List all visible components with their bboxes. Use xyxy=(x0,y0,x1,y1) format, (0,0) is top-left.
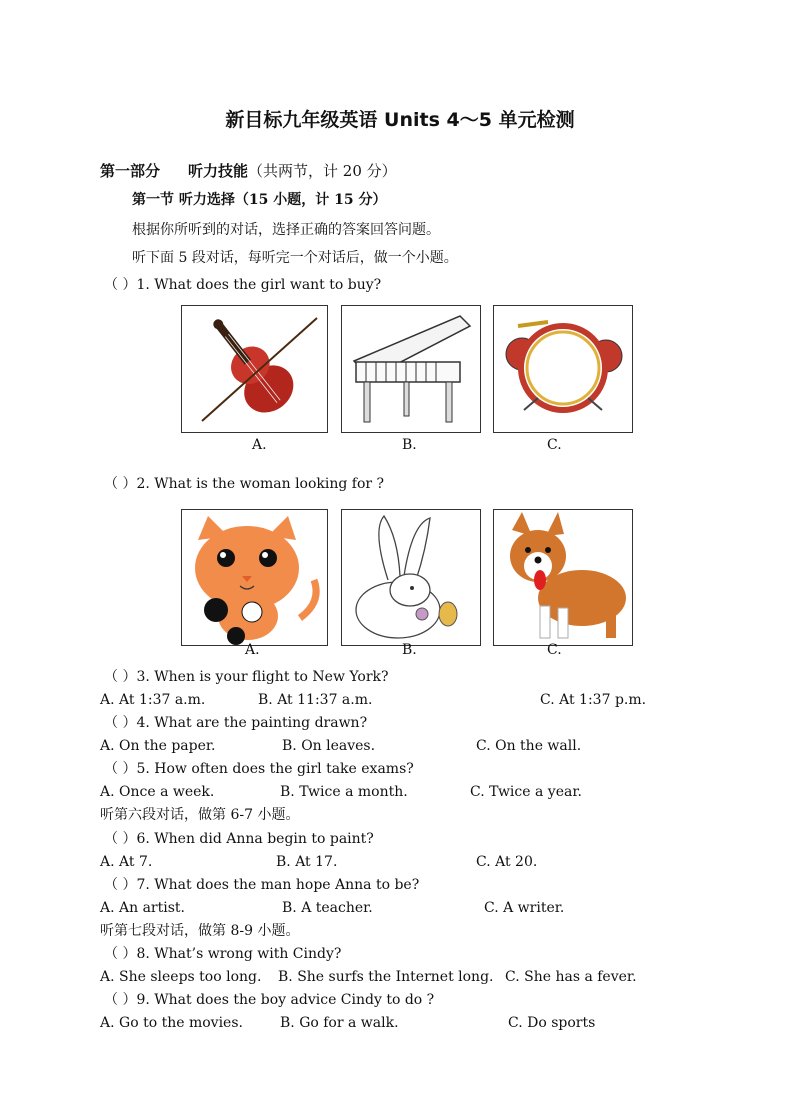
option-label: B. xyxy=(402,437,417,453)
option-c[interactable]: C. A writer. xyxy=(484,900,565,916)
question-text: 6. When did Anna begin to paint? xyxy=(136,831,374,847)
question-text: 9. What does the boy advice Cindy to do ? xyxy=(136,992,435,1008)
answer-bracket[interactable]: （ ） xyxy=(104,992,137,1008)
section-heading: 第一节 听力选择（15 小题，计 15 分） xyxy=(132,192,387,208)
page-title: 新目标九年级英语 Units 4～5 单元检测 xyxy=(225,109,575,131)
option-image-b xyxy=(341,305,481,433)
answer-bracket[interactable]: （ ） xyxy=(104,669,137,685)
option-a[interactable]: A. At 7. xyxy=(100,854,153,870)
option-b[interactable]: B. On leaves. xyxy=(282,738,376,754)
option-a[interactable]: A. Once a week. xyxy=(100,784,215,800)
dog-icon xyxy=(494,510,632,645)
option-b[interactable]: B. Go for a walk. xyxy=(280,1015,399,1031)
question-6 xyxy=(104,830,374,848)
option-a[interactable]: A. She sleeps too long. xyxy=(100,969,262,985)
question-text: 1. What does the girl want to buy? xyxy=(136,277,382,293)
question-text: 2. What is the woman looking for ? xyxy=(136,476,385,492)
question-text: 8. What’s wrong with Cindy? xyxy=(136,946,342,962)
question-2 xyxy=(104,475,384,493)
option-b[interactable]: B. At 17. xyxy=(276,854,338,870)
option-a[interactable]: A. At 1:37 a.m. xyxy=(100,692,206,708)
question-5 xyxy=(104,760,414,778)
option-c[interactable]: C. Twice a year. xyxy=(470,784,582,800)
question-text: 5. How often does the girl take exams? xyxy=(136,761,414,777)
drum-icon xyxy=(494,306,632,432)
option-a[interactable]: A. An artist. xyxy=(100,900,185,916)
question-text: 7. What does the man hope Anna to be? xyxy=(136,877,420,893)
violin-icon xyxy=(182,306,327,432)
option-c[interactable]: C. Do sports xyxy=(508,1015,596,1031)
option-label: A. xyxy=(252,437,267,453)
answer-bracket[interactable]: （ ） xyxy=(104,715,137,731)
question-text: 3. When is your flight to New York? xyxy=(136,669,389,685)
question-4 xyxy=(104,714,367,732)
option-c[interactable]: C. At 1:37 p.m. xyxy=(540,692,647,708)
option-image-b xyxy=(341,509,481,646)
option-b[interactable]: B. At 11:37 a.m. xyxy=(258,692,373,708)
question-9 xyxy=(104,991,434,1009)
question-text: 4. What are the painting drawn? xyxy=(136,715,368,731)
piano-icon xyxy=(342,306,480,432)
option-c[interactable]: C. On the wall. xyxy=(476,738,582,754)
part-name: 听力技能 xyxy=(188,162,249,180)
answer-bracket[interactable]: （ ） xyxy=(104,277,137,293)
answer-bracket[interactable]: （ ） xyxy=(104,946,137,962)
question-1 xyxy=(104,276,381,294)
option-b[interactable]: B. Twice a month. xyxy=(280,784,408,800)
answer-bracket[interactable]: （ ） xyxy=(104,877,137,893)
part-heading xyxy=(100,162,397,180)
question-8 xyxy=(104,945,341,963)
part-note: （共两节，计 20 分） xyxy=(248,162,397,180)
option-image-c xyxy=(493,509,633,646)
option-image-a xyxy=(181,305,328,433)
option-image-c xyxy=(493,305,633,433)
question-3 xyxy=(104,668,389,686)
instruction-line: 根据你所听到的对话，选择正确的答案回答问题。 xyxy=(132,222,440,238)
answer-bracket[interactable]: （ ） xyxy=(104,831,137,847)
option-a[interactable]: A. Go to the movies. xyxy=(100,1015,243,1031)
option-a[interactable]: A. On the paper. xyxy=(100,738,216,754)
instruction-line: 听下面 5 段对话，每听完一个对话后，做一个小题。 xyxy=(132,250,458,266)
option-b[interactable]: B. A teacher. xyxy=(282,900,373,916)
answer-bracket[interactable]: （ ） xyxy=(104,476,137,492)
question-7 xyxy=(104,876,419,894)
answer-bracket[interactable]: （ ） xyxy=(104,761,137,777)
part-label: 第一部分 xyxy=(100,162,161,180)
option-b[interactable]: B. She surfs the Internet long. xyxy=(278,969,494,985)
option-image-a xyxy=(181,509,328,646)
option-c[interactable]: C. At 20. xyxy=(476,854,538,870)
option-label: C. xyxy=(547,437,562,453)
option-label: A. xyxy=(245,642,260,658)
cat-icon xyxy=(182,510,327,645)
option-label: B. xyxy=(402,642,417,658)
dialog-note: 听第七段对话，做第 8-9 小题。 xyxy=(100,923,300,939)
rabbit-icon xyxy=(342,510,480,645)
dialog-note: 听第六段对话，做第 6-7 小题。 xyxy=(100,807,300,823)
option-label: C. xyxy=(547,642,562,658)
option-c[interactable]: C. She has a fever. xyxy=(505,969,637,985)
